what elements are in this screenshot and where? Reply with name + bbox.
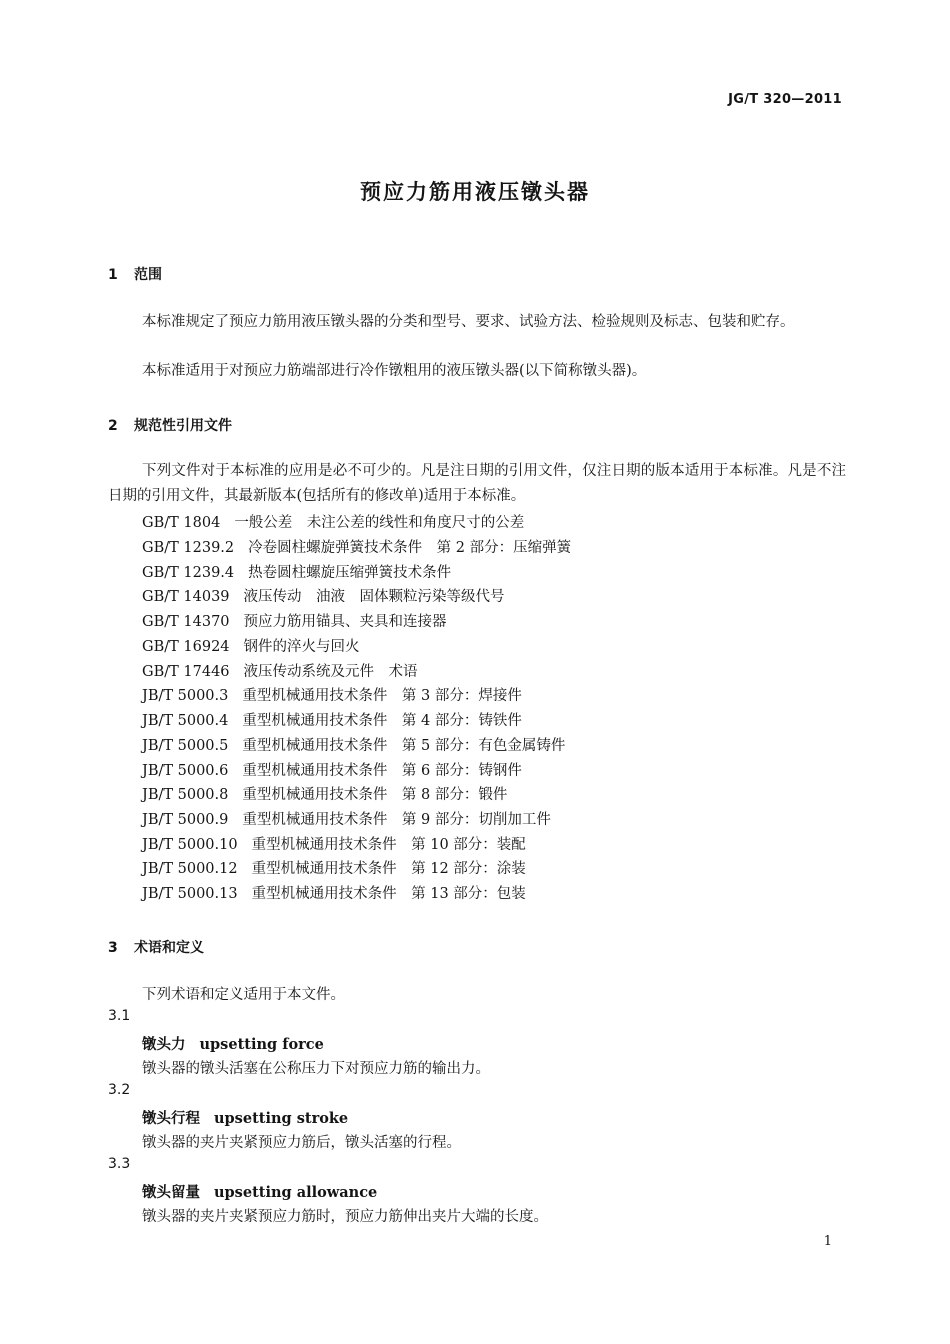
section-2-heading [108, 415, 232, 435]
reference-item [142, 734, 565, 755]
term-definition: 镦头器的夹片夹紧预应力筋时，预应力筋伸出夹片大端的长度。 [142, 1209, 548, 1225]
reference-code: GB/T 16924 [142, 639, 230, 655]
reference-code: JB/T 5000.9 [142, 812, 229, 828]
section-title: 术语和定义 [134, 940, 204, 956]
reference-code: GB/T 14370 [142, 614, 230, 630]
reference-title: 预应力筋用锚具、夹具和连接器 [243, 614, 447, 630]
reference-title: 热卷圆柱螺旋压缩弹簧技术条件 [248, 565, 452, 581]
reference-title: 重型机械通用技术条件 第 4 部分：铸铁件 [242, 713, 522, 729]
section-1-heading [108, 264, 162, 284]
section-1-paragraph-1: 本标准规定了预应力筋用液压镦头器的分类和型号、要求、试验方法、检验规则及标志、包装和贮存。 [142, 314, 795, 330]
reference-item [142, 536, 571, 557]
reference-title: 冷卷圆柱螺旋弹簧技术条件 第 2 部分：压缩弹簧 [248, 540, 572, 556]
section-title: 规范性引用文件 [134, 418, 232, 434]
section-2-intro: 下列文件对于本标准的应用是必不可少的。凡是注日期的引用文件，仅注日期的版本适用于本标准。凡是不注日期的引用文件，其最新版本(包括所有的修改单)适用于本标准。 [108, 463, 846, 504]
reference-code: GB/T 1804 [142, 515, 221, 531]
term-name [142, 1107, 348, 1128]
reference-title: 液压传动系统及元件 术语 [243, 664, 418, 680]
reference-code: JB/T 5000.5 [142, 738, 229, 754]
term-number: 3.1 [108, 1008, 131, 1024]
reference-code: JB/T 5000.6 [142, 763, 229, 779]
term-number: 3.3 [108, 1156, 131, 1172]
reference-title: 重型机械通用技术条件 第 10 部分：装配 [251, 837, 526, 853]
reference-title: 重型机械通用技术条件 第 9 部分：切削加工件 [242, 812, 551, 828]
term-name [142, 1033, 324, 1054]
term-en: upsetting stroke [214, 1110, 349, 1127]
page-number: 1 [823, 1234, 832, 1249]
reference-title: 重型机械通用技术条件 第 8 部分：锻件 [242, 787, 508, 803]
reference-code: GB/T 17446 [142, 664, 230, 680]
reference-item [142, 857, 526, 878]
reference-code: GB/T 1239.4 [142, 565, 235, 581]
reference-title: 重型机械通用技术条件 第 5 部分：有色金属铸件 [242, 738, 566, 754]
standard-code: JG/T 320—2011 [728, 92, 842, 107]
reference-title: 重型机械通用技术条件 第 6 部分：铸钢件 [242, 763, 522, 779]
reference-title: 钢件的淬火与回火 [243, 639, 360, 655]
term-en: upsetting allowance [214, 1184, 378, 1201]
document-title: 预应力筋用液压镦头器 [360, 180, 590, 204]
term-zh: 镦头力 [142, 1037, 186, 1053]
reference-code: JB/T 5000.3 [142, 688, 229, 704]
reference-item [142, 882, 526, 903]
reference-title: 一般公差 未注公差的线性和角度尺寸的公差 [234, 515, 525, 531]
term-name [142, 1181, 377, 1202]
reference-code: JB/T 5000.13 [142, 886, 238, 902]
reference-item [142, 660, 418, 681]
section-title: 范围 [134, 267, 162, 283]
reference-item [142, 561, 451, 582]
term-zh: 镦头行程 [142, 1111, 200, 1127]
term-definition: 镦头器的夹片夹紧预应力筋后，镦头活塞的行程。 [142, 1135, 461, 1151]
reference-title: 液压传动 油液 固体颗粒污染等级代号 [243, 589, 505, 605]
reference-code: JB/T 5000.10 [142, 837, 238, 853]
term-zh: 镦头留量 [142, 1185, 200, 1201]
section-1-paragraph-2: 本标准适用于对预应力筋端部进行冷作镦粗用的液压镦头器(以下简称镦头器)。 [142, 363, 647, 379]
reference-code: JB/T 5000.4 [142, 713, 229, 729]
section-number: 1 [108, 267, 118, 283]
reference-item [142, 783, 507, 804]
reference-item [142, 635, 360, 656]
reference-item [142, 808, 551, 829]
reference-code: JB/T 5000.12 [142, 861, 238, 877]
reference-item [142, 684, 522, 705]
reference-title: 重型机械通用技术条件 第 3 部分：焊接件 [242, 688, 522, 704]
reference-item [142, 511, 524, 532]
reference-item [142, 585, 505, 606]
reference-code: JB/T 5000.8 [142, 787, 229, 803]
section-number: 3 [108, 940, 118, 956]
section-3-heading [108, 937, 204, 957]
reference-item [142, 833, 526, 854]
reference-code: GB/T 1239.2 [142, 540, 235, 556]
reference-code: GB/T 14039 [142, 589, 230, 605]
reference-item [142, 610, 447, 631]
reference-item [142, 709, 522, 730]
reference-title: 重型机械通用技术条件 第 13 部分：包装 [251, 886, 526, 902]
reference-title: 重型机械通用技术条件 第 12 部分：涂装 [251, 861, 526, 877]
section-number: 2 [108, 418, 118, 434]
term-definition: 镦头器的镦头活塞在公称压力下对预应力筋的输出力。 [142, 1061, 490, 1077]
reference-item [142, 759, 522, 780]
term-number: 3.2 [108, 1082, 131, 1098]
term-en: upsetting force [199, 1036, 324, 1053]
section-3-intro: 下列术语和定义适用于本文件。 [142, 987, 345, 1003]
